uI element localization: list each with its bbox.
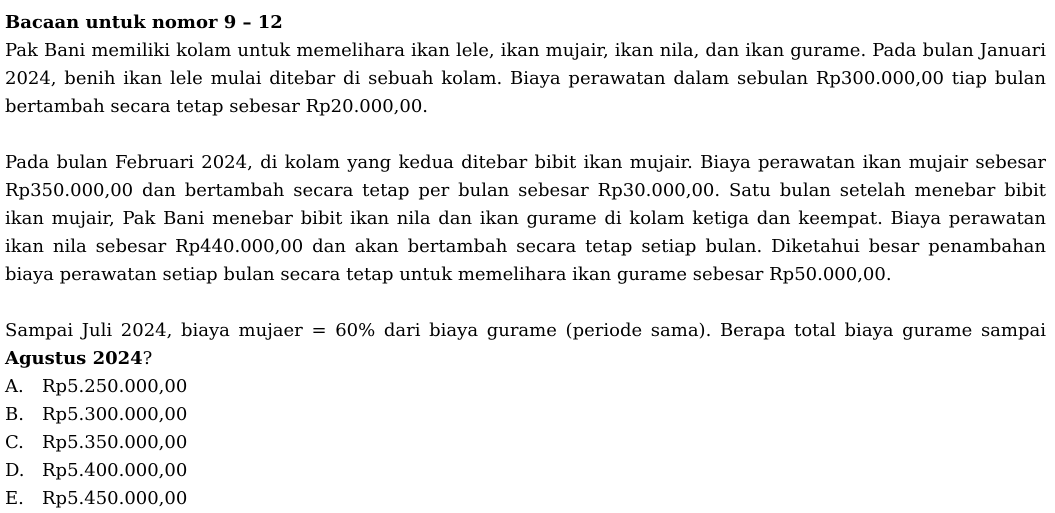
answer-options xyxy=(5,373,1046,513)
answer-option-a[interactable] xyxy=(5,373,1046,401)
option-text: Rp5.250.000,00 xyxy=(42,376,188,397)
option-letter: D. xyxy=(5,460,25,481)
paragraph-gap xyxy=(5,289,1046,317)
question-text-emphasis: Agustus 2024 xyxy=(5,348,143,369)
option-letter: E. xyxy=(5,488,24,509)
paragraph-2: Pada bulan Februari 2024, di kolam yang kedua ditebar bibit ikan mujair. Biaya perawatan ikan mujair sebesar Rp350.000,00 dan bertambah secara tetap per bulan sebesar Rp30.000,00. Satu bulan setelah menebar bibit ikan mujair, Pak Bani menebar bibit ikan nila dan ikan gurame di kolam ketiga dan keempat. Biaya perawatan ikan nila sebesar Rp440.000,00 dan akan bertambah secara tetap setiap bulan. Diketahui besar penambahan biaya perawatan setiap bulan secara tetap untuk memelihara ikan gurame sebesar Rp50.000,00. xyxy=(5,152,1046,285)
answer-option-c[interactable] xyxy=(5,429,1046,457)
question-text-main: Sampai Juli 2024, biaya mujaer = 60% dari biaya gurame (periode sama). Berapa total biaya gurame sampai xyxy=(5,320,1046,341)
paragraph-gap xyxy=(5,121,1046,149)
answer-option-d[interactable] xyxy=(5,457,1046,485)
option-letter: B. xyxy=(5,404,24,425)
answer-option-b[interactable] xyxy=(5,401,1046,429)
document xyxy=(5,9,1046,513)
question-text xyxy=(5,317,1046,373)
question-text-end: ? xyxy=(142,348,153,369)
answer-option-e[interactable] xyxy=(5,485,1046,513)
option-letter: A. xyxy=(5,376,24,397)
paragraph-1: Pak Bani memiliki kolam untuk memelihara ikan lele, ikan mujair, ikan nila, dan ikan gurame. Pada bulan Januari 2024, benih ikan lele mulai ditebar di sebuah kolam. Biaya perawatan dalam sebulan Rp300.000,00 tiap bulan bertambah secara tetap sebesar Rp20.000,00. xyxy=(5,40,1046,117)
reading-title: Bacaan untuk nomor 9 – 12 xyxy=(5,12,283,33)
option-text: Rp5.450.000,00 xyxy=(42,488,188,509)
option-text: Rp5.300.000,00 xyxy=(42,404,188,425)
option-letter: C. xyxy=(5,432,24,453)
option-text: Rp5.400.000,00 xyxy=(42,460,188,481)
option-text: Rp5.350.000,00 xyxy=(42,432,188,453)
